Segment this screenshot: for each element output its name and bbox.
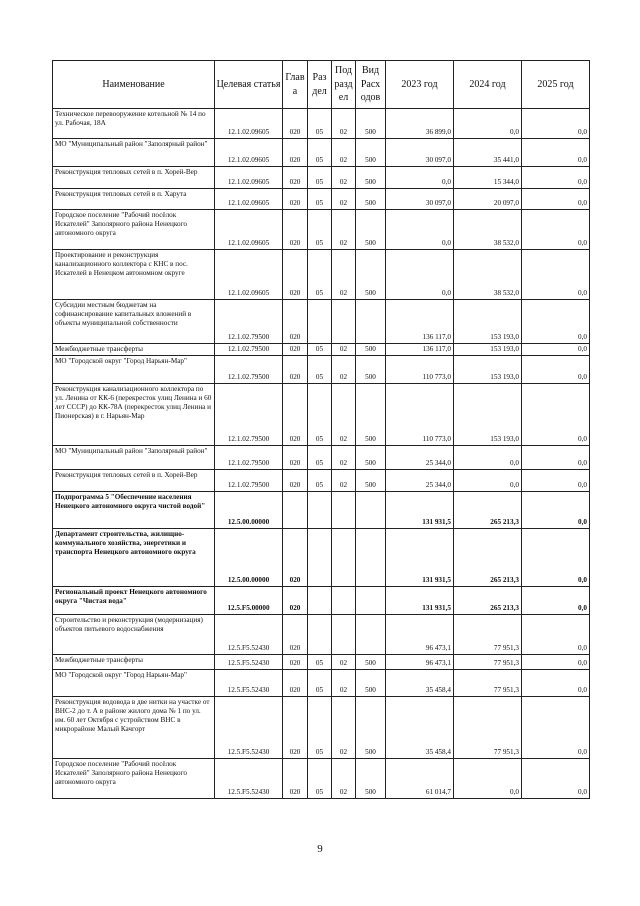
row-value-2024: 38 532,0 bbox=[454, 250, 522, 300]
row-section bbox=[308, 615, 332, 655]
row-value-2024: 15 344,0 bbox=[454, 167, 522, 189]
row-chapter: 020 bbox=[283, 300, 308, 344]
budget-page bbox=[52, 60, 589, 799]
row-name: Техническое перевооружение котельной № 14 по ул. Рабочая, 18А bbox=[53, 109, 215, 139]
row-value-2023: 61 014,7 bbox=[386, 759, 454, 799]
row-section: 05 bbox=[308, 446, 332, 470]
row-value-2023: 0,0 bbox=[386, 167, 454, 189]
header-2025: 2025 год bbox=[522, 61, 590, 109]
row-value-2024: 153 193,0 bbox=[454, 356, 522, 384]
row-chapter bbox=[283, 492, 308, 529]
row-expense-type: 500 bbox=[356, 109, 386, 139]
row-name: Реконструкция тепловых сетей в п. Хорей-Вер bbox=[53, 470, 215, 492]
row-value-2023: 25 344,0 bbox=[386, 446, 454, 470]
row-subsection: 02 bbox=[332, 344, 356, 356]
row-value-2023: 136 117,0 bbox=[386, 300, 454, 344]
row-chapter: 020 bbox=[283, 250, 308, 300]
row-value-2025: 0,0 bbox=[522, 759, 590, 799]
row-name: Городское поселение "Рабочий посёлок Искателей" Заполярного района Ненецкого автономного округа bbox=[53, 759, 215, 799]
row-subsection: 02 bbox=[332, 446, 356, 470]
row-value-2025: 0,0 bbox=[522, 250, 590, 300]
row-target-article: 12.1.02.79500 bbox=[215, 446, 283, 470]
row-value-2023: 110 773,0 bbox=[386, 356, 454, 384]
table-row bbox=[53, 189, 590, 210]
row-subsection: 02 bbox=[332, 759, 356, 799]
row-chapter: 020 bbox=[283, 384, 308, 446]
row-value-2024: 20 097,0 bbox=[454, 189, 522, 210]
row-value-2025: 0,0 bbox=[522, 109, 590, 139]
row-value-2025: 0,0 bbox=[522, 344, 590, 356]
row-section: 05 bbox=[308, 670, 332, 697]
row-value-2024: 77 951,3 bbox=[454, 655, 522, 670]
table-row bbox=[53, 300, 590, 344]
row-target-article: 12.1.02.79500 bbox=[215, 356, 283, 384]
row-target-article: 12.5.F5.52430 bbox=[215, 759, 283, 799]
header-section: Раз дел bbox=[308, 61, 332, 109]
row-name: Городское поселение "Рабочий посёлок Искателей" Заполярного района Ненецкого автономного округа bbox=[53, 210, 215, 250]
table-row bbox=[53, 470, 590, 492]
row-name: Межбюджетные трансферты bbox=[53, 344, 215, 356]
row-name: Реконструкция тепловых сетей в п. Харута bbox=[53, 189, 215, 210]
row-value-2024: 265 213,3 bbox=[454, 529, 522, 587]
row-chapter: 020 bbox=[283, 529, 308, 587]
row-expense-type: 500 bbox=[356, 189, 386, 210]
page-number: 9 bbox=[317, 843, 323, 855]
header-2024: 2024 год bbox=[454, 61, 522, 109]
row-value-2025: 0,0 bbox=[522, 384, 590, 446]
row-chapter: 020 bbox=[283, 470, 308, 492]
row-target-article: 12.1.02.09605 bbox=[215, 250, 283, 300]
row-value-2023: 30 097,0 bbox=[386, 189, 454, 210]
row-target-article: 12.1.02.79500 bbox=[215, 344, 283, 356]
row-value-2025: 0,0 bbox=[522, 189, 590, 210]
row-subsection bbox=[332, 587, 356, 615]
row-value-2024: 265 213,3 bbox=[454, 587, 522, 615]
row-subsection: 02 bbox=[332, 697, 356, 759]
table-row bbox=[53, 655, 590, 670]
row-section: 05 bbox=[308, 344, 332, 356]
row-target-article: 12.1.02.09605 bbox=[215, 139, 283, 167]
row-target-article: 12.5.F5.52430 bbox=[215, 615, 283, 655]
row-chapter: 020 bbox=[283, 759, 308, 799]
row-subsection: 02 bbox=[332, 384, 356, 446]
table-row bbox=[53, 529, 590, 587]
row-expense-type: 500 bbox=[356, 167, 386, 189]
row-section: 05 bbox=[308, 189, 332, 210]
row-value-2025: 0,0 bbox=[522, 670, 590, 697]
table-row bbox=[53, 492, 590, 529]
row-section bbox=[308, 300, 332, 344]
table-row bbox=[53, 446, 590, 470]
row-value-2024: 77 951,3 bbox=[454, 615, 522, 655]
row-target-article: 12.1.02.09605 bbox=[215, 210, 283, 250]
row-target-article: 12.1.02.09605 bbox=[215, 109, 283, 139]
row-value-2024: 38 532,0 bbox=[454, 210, 522, 250]
row-subsection bbox=[332, 492, 356, 529]
row-section: 05 bbox=[308, 384, 332, 446]
row-value-2025: 0,0 bbox=[522, 300, 590, 344]
row-subsection: 02 bbox=[332, 655, 356, 670]
row-expense-type: 500 bbox=[356, 139, 386, 167]
row-chapter: 020 bbox=[283, 697, 308, 759]
row-target-article: 12.5.00.00000 bbox=[215, 529, 283, 587]
row-chapter: 020 bbox=[283, 109, 308, 139]
row-value-2023: 136 117,0 bbox=[386, 344, 454, 356]
row-value-2024: 265 213,3 bbox=[454, 492, 522, 529]
row-name: МО "Городской округ "Город Нарьян-Мар" bbox=[53, 670, 215, 697]
row-value-2023: 30 097,0 bbox=[386, 139, 454, 167]
row-chapter: 020 bbox=[283, 446, 308, 470]
budget-table bbox=[52, 60, 590, 799]
row-value-2023: 96 473,1 bbox=[386, 655, 454, 670]
row-section: 05 bbox=[308, 759, 332, 799]
row-value-2023: 110 773,0 bbox=[386, 384, 454, 446]
row-section: 05 bbox=[308, 167, 332, 189]
table-row bbox=[53, 587, 590, 615]
row-target-article: 12.5.F5.52430 bbox=[215, 655, 283, 670]
row-value-2025: 0,0 bbox=[522, 139, 590, 167]
row-value-2023: 131 931,5 bbox=[386, 492, 454, 529]
row-section: 05 bbox=[308, 250, 332, 300]
row-section: 05 bbox=[308, 655, 332, 670]
row-subsection: 02 bbox=[332, 139, 356, 167]
row-value-2024: 0,0 bbox=[454, 109, 522, 139]
row-section: 05 bbox=[308, 139, 332, 167]
header-2023: 2023 год bbox=[386, 61, 454, 109]
row-name: МО "Муниципальный район "Заполярный район" bbox=[53, 446, 215, 470]
row-chapter: 020 bbox=[283, 344, 308, 356]
row-chapter: 020 bbox=[283, 189, 308, 210]
row-chapter: 020 bbox=[283, 167, 308, 189]
row-subsection bbox=[332, 300, 356, 344]
row-value-2025: 0,0 bbox=[522, 446, 590, 470]
row-subsection: 02 bbox=[332, 356, 356, 384]
row-target-article: 12.5.00.00000 bbox=[215, 492, 283, 529]
row-value-2024: 77 951,3 bbox=[454, 697, 522, 759]
table-header-row bbox=[53, 61, 590, 109]
row-expense-type bbox=[356, 300, 386, 344]
row-subsection bbox=[332, 529, 356, 587]
row-value-2024: 153 193,0 bbox=[454, 344, 522, 356]
row-chapter: 020 bbox=[283, 670, 308, 697]
row-chapter: 020 bbox=[283, 210, 308, 250]
row-value-2024: 153 193,0 bbox=[454, 300, 522, 344]
row-value-2024: 35 441,0 bbox=[454, 139, 522, 167]
row-value-2025: 0,0 bbox=[522, 529, 590, 587]
row-subsection: 02 bbox=[332, 189, 356, 210]
header-name: Наименование bbox=[53, 61, 215, 109]
row-section: 05 bbox=[308, 470, 332, 492]
header-target-article: Целевая статья bbox=[215, 61, 283, 109]
row-name: Реконструкция водовода в две нитки на участке от ВНС-2 до т. А в районе жилого дома № 1 по ул. им. 60 лет Октября с устройством ВНС в микрорайоне Малый Качгорт bbox=[53, 697, 215, 759]
row-name: Подпрограмма 5 "Обеспечение населения Ненецкого автономного округа чистой водой" bbox=[53, 492, 215, 529]
row-value-2025: 0,0 bbox=[522, 615, 590, 655]
header-expense-type: Вид Расх одов bbox=[356, 61, 386, 109]
row-section: 05 bbox=[308, 356, 332, 384]
row-target-article: 12.1.02.79500 bbox=[215, 384, 283, 446]
row-name: Региональный проект Ненецкого автономного округа "Чистая вода" bbox=[53, 587, 215, 615]
header-subsection: Под разд ел bbox=[332, 61, 356, 109]
row-expense-type bbox=[356, 529, 386, 587]
row-name: Департамент строительства, жилищно-коммунального хозяйства, энергетики и транспорта Ненецкого автономного округа bbox=[53, 529, 215, 587]
row-chapter: 020 bbox=[283, 587, 308, 615]
row-subsection: 02 bbox=[332, 470, 356, 492]
row-value-2023: 131 931,5 bbox=[386, 587, 454, 615]
row-value-2025: 0,0 bbox=[522, 587, 590, 615]
row-expense-type: 500 bbox=[356, 356, 386, 384]
row-value-2023: 96 473,1 bbox=[386, 615, 454, 655]
table-row bbox=[53, 356, 590, 384]
row-name: Реконструкция канализационного коллектора по ул. Ленина от КК-6 (перекресток улиц Ленина и 60 лет СССР) до КК-78А (перекресток улиц Ленина и Пионерская) в г. Нарьян-Мар bbox=[53, 384, 215, 446]
row-value-2024: 77 951,3 bbox=[454, 670, 522, 697]
row-value-2023: 35 458,4 bbox=[386, 697, 454, 759]
row-value-2024: 0,0 bbox=[454, 470, 522, 492]
row-value-2023: 0,0 bbox=[386, 250, 454, 300]
row-value-2025: 0,0 bbox=[522, 356, 590, 384]
row-value-2025: 0,0 bbox=[522, 655, 590, 670]
row-target-article: 12.5.F5.00000 bbox=[215, 587, 283, 615]
row-value-2025: 0,0 bbox=[522, 697, 590, 759]
row-section bbox=[308, 492, 332, 529]
table-row bbox=[53, 384, 590, 446]
row-name: Субсидии местным бюджетам на софинансирование капитальных вложений в объекты муниципальной собственности bbox=[53, 300, 215, 344]
row-target-article: 12.5.F5.52430 bbox=[215, 697, 283, 759]
row-expense-type bbox=[356, 587, 386, 615]
table-row bbox=[53, 615, 590, 655]
row-value-2025: 0,0 bbox=[522, 492, 590, 529]
row-name: Строительство и реконструкция (модернизация) объектов питьевого водоснабжения bbox=[53, 615, 215, 655]
row-chapter: 020 bbox=[283, 615, 308, 655]
table-row bbox=[53, 139, 590, 167]
row-value-2025: 0,0 bbox=[522, 167, 590, 189]
header-chapter: Глав а bbox=[283, 61, 308, 109]
row-expense-type: 500 bbox=[356, 670, 386, 697]
row-chapter: 020 bbox=[283, 655, 308, 670]
row-expense-type: 500 bbox=[356, 446, 386, 470]
row-target-article: 12.1.02.79500 bbox=[215, 300, 283, 344]
row-expense-type: 500 bbox=[356, 384, 386, 446]
row-section: 05 bbox=[308, 697, 332, 759]
table-row bbox=[53, 759, 590, 799]
row-expense-type: 500 bbox=[356, 470, 386, 492]
row-name: Реконструкция тепловых сетей в п. Хорей-Вер bbox=[53, 167, 215, 189]
row-expense-type: 500 bbox=[356, 344, 386, 356]
table-row bbox=[53, 697, 590, 759]
table-row bbox=[53, 167, 590, 189]
row-target-article: 12.1.02.79500 bbox=[215, 470, 283, 492]
table-row bbox=[53, 344, 590, 356]
row-target-article: 12.1.02.09605 bbox=[215, 167, 283, 189]
row-expense-type bbox=[356, 615, 386, 655]
row-subsection: 02 bbox=[332, 109, 356, 139]
row-expense-type: 500 bbox=[356, 655, 386, 670]
row-subsection: 02 bbox=[332, 210, 356, 250]
row-section: 05 bbox=[308, 210, 332, 250]
row-chapter: 020 bbox=[283, 139, 308, 167]
row-value-2023: 35 458,4 bbox=[386, 670, 454, 697]
row-expense-type: 500 bbox=[356, 250, 386, 300]
row-subsection: 02 bbox=[332, 670, 356, 697]
row-section bbox=[308, 529, 332, 587]
table-row bbox=[53, 670, 590, 697]
row-value-2023: 25 344,0 bbox=[386, 470, 454, 492]
row-expense-type: 500 bbox=[356, 759, 386, 799]
row-target-article: 12.5.F5.52430 bbox=[215, 670, 283, 697]
row-subsection: 02 bbox=[332, 250, 356, 300]
row-value-2024: 153 193,0 bbox=[454, 384, 522, 446]
row-subsection bbox=[332, 615, 356, 655]
row-name: МО "Городской округ "Город Нарьян-Мар" bbox=[53, 356, 215, 384]
row-name: Межбюджетные трансферты bbox=[53, 655, 215, 670]
row-value-2023: 0,0 bbox=[386, 210, 454, 250]
row-value-2024: 0,0 bbox=[454, 759, 522, 799]
row-value-2023: 36 899,0 bbox=[386, 109, 454, 139]
row-expense-type: 500 bbox=[356, 210, 386, 250]
row-value-2025: 0,0 bbox=[522, 210, 590, 250]
row-chapter: 020 bbox=[283, 356, 308, 384]
row-expense-type: 500 bbox=[356, 697, 386, 759]
row-value-2023: 131 931,5 bbox=[386, 529, 454, 587]
row-subsection: 02 bbox=[332, 167, 356, 189]
row-value-2025: 0,0 bbox=[522, 470, 590, 492]
table-row bbox=[53, 109, 590, 139]
row-value-2024: 0,0 bbox=[454, 446, 522, 470]
row-target-article: 12.1.02.09605 bbox=[215, 189, 283, 210]
table-row bbox=[53, 250, 590, 300]
row-name: МО "Муниципальный район "Заполярный район" bbox=[53, 139, 215, 167]
row-expense-type bbox=[356, 492, 386, 529]
row-section bbox=[308, 587, 332, 615]
row-name: Проектирование и реконструкция канализационного коллектора с КНС в пос. Искателей в Ненецком автономном округе bbox=[53, 250, 215, 300]
row-section: 05 bbox=[308, 109, 332, 139]
table-row bbox=[53, 210, 590, 250]
